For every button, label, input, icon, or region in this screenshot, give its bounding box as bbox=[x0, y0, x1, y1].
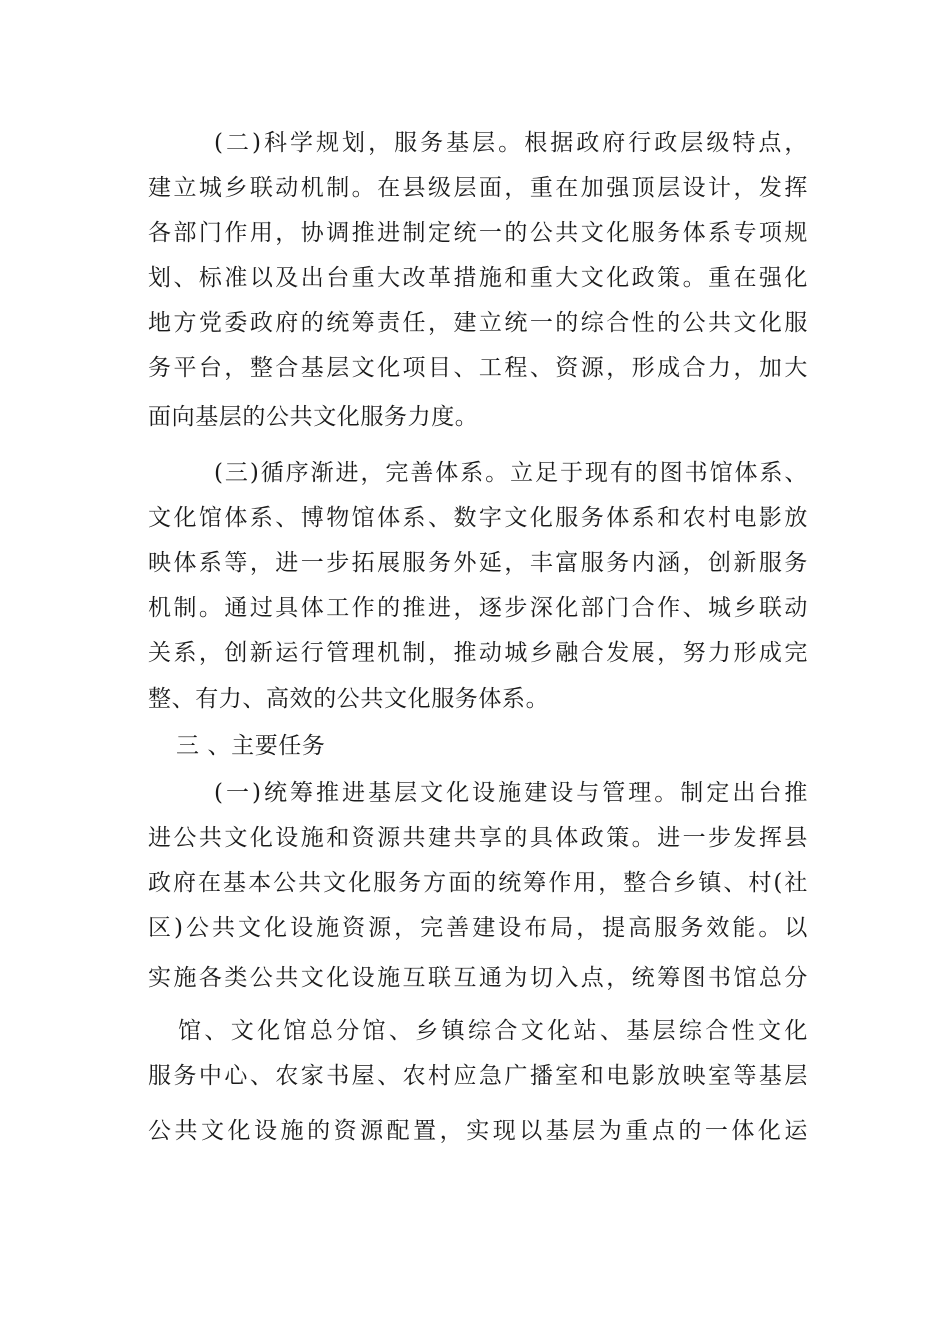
paragraph-line: (三)循序渐进，完善体系。立足于现有的图书馆体系、 bbox=[214, 460, 808, 486]
paragraph-line: 服务中心、农家书屋、农村应急广播室和电影放映室等基层 bbox=[148, 1063, 808, 1089]
section-heading: 三 、主要任务 bbox=[176, 733, 326, 759]
paragraph-line: 建立城乡联动机制。在县级层面，重在加强顶层设计，发挥 bbox=[148, 175, 808, 201]
paragraph-line: 各部门作用，协调推进制定统一的公共文化服务体系专项规 bbox=[148, 220, 808, 246]
paragraph-line: 整、有力、高效的公共文化服务体系。 bbox=[148, 686, 550, 712]
paragraph-line: 实施各类公共文化设施互联互通为切入点，统筹图书馆总分 bbox=[148, 965, 808, 991]
paragraph-line: 映体系等，进一步拓展服务外延，丰富服务内涵，创新服务 bbox=[148, 550, 808, 576]
paragraph-line: 地方党委政府的统筹责任，建立统一的综合性的公共文化服 bbox=[148, 310, 808, 336]
paragraph-line: 务平台，整合基层文化项目、工程、资源，形成合力，加大 bbox=[148, 355, 808, 381]
paragraph-line: 公共文化设施的资源配置，实现以基层为重点的一体化运 bbox=[148, 1118, 808, 1144]
paragraph-line: (二)科学规划，服务基层。根据政府行政层级特点， bbox=[214, 130, 808, 156]
paragraph-line: 机制。通过具体工作的推进，逐步深化部门合作、城乡联动 bbox=[148, 595, 808, 621]
paragraph-line: 关系，创新运行管理机制，推动城乡融合发展，努力形成完 bbox=[148, 640, 808, 666]
paragraph-line: 划、标准以及出台重大改革措施和重大文化政策。重在强化 bbox=[148, 265, 808, 291]
paragraph-line: 政府在基本公共文化服务方面的统筹作用，整合乡镇、村(社 bbox=[148, 870, 808, 896]
paragraph-line: 馆、文化馆总分馆、乡镇综合文化站、基层综合性文化 bbox=[178, 1018, 808, 1044]
paragraph-line: 区)公共文化设施资源，完善建设布局，提高服务效能。以 bbox=[148, 915, 808, 941]
paragraph-line: (一)统筹推进基层文化设施建设与管理。制定出台推 bbox=[214, 780, 808, 806]
paragraph-line: 进公共文化设施和资源共建共享的具体政策。进一步发挥县 bbox=[148, 825, 808, 851]
paragraph-line: 面向基层的公共文化服务力度。 bbox=[148, 404, 479, 430]
paragraph-line: 文化馆体系、博物馆体系、数字文化服务体系和农村电影放 bbox=[148, 505, 808, 531]
